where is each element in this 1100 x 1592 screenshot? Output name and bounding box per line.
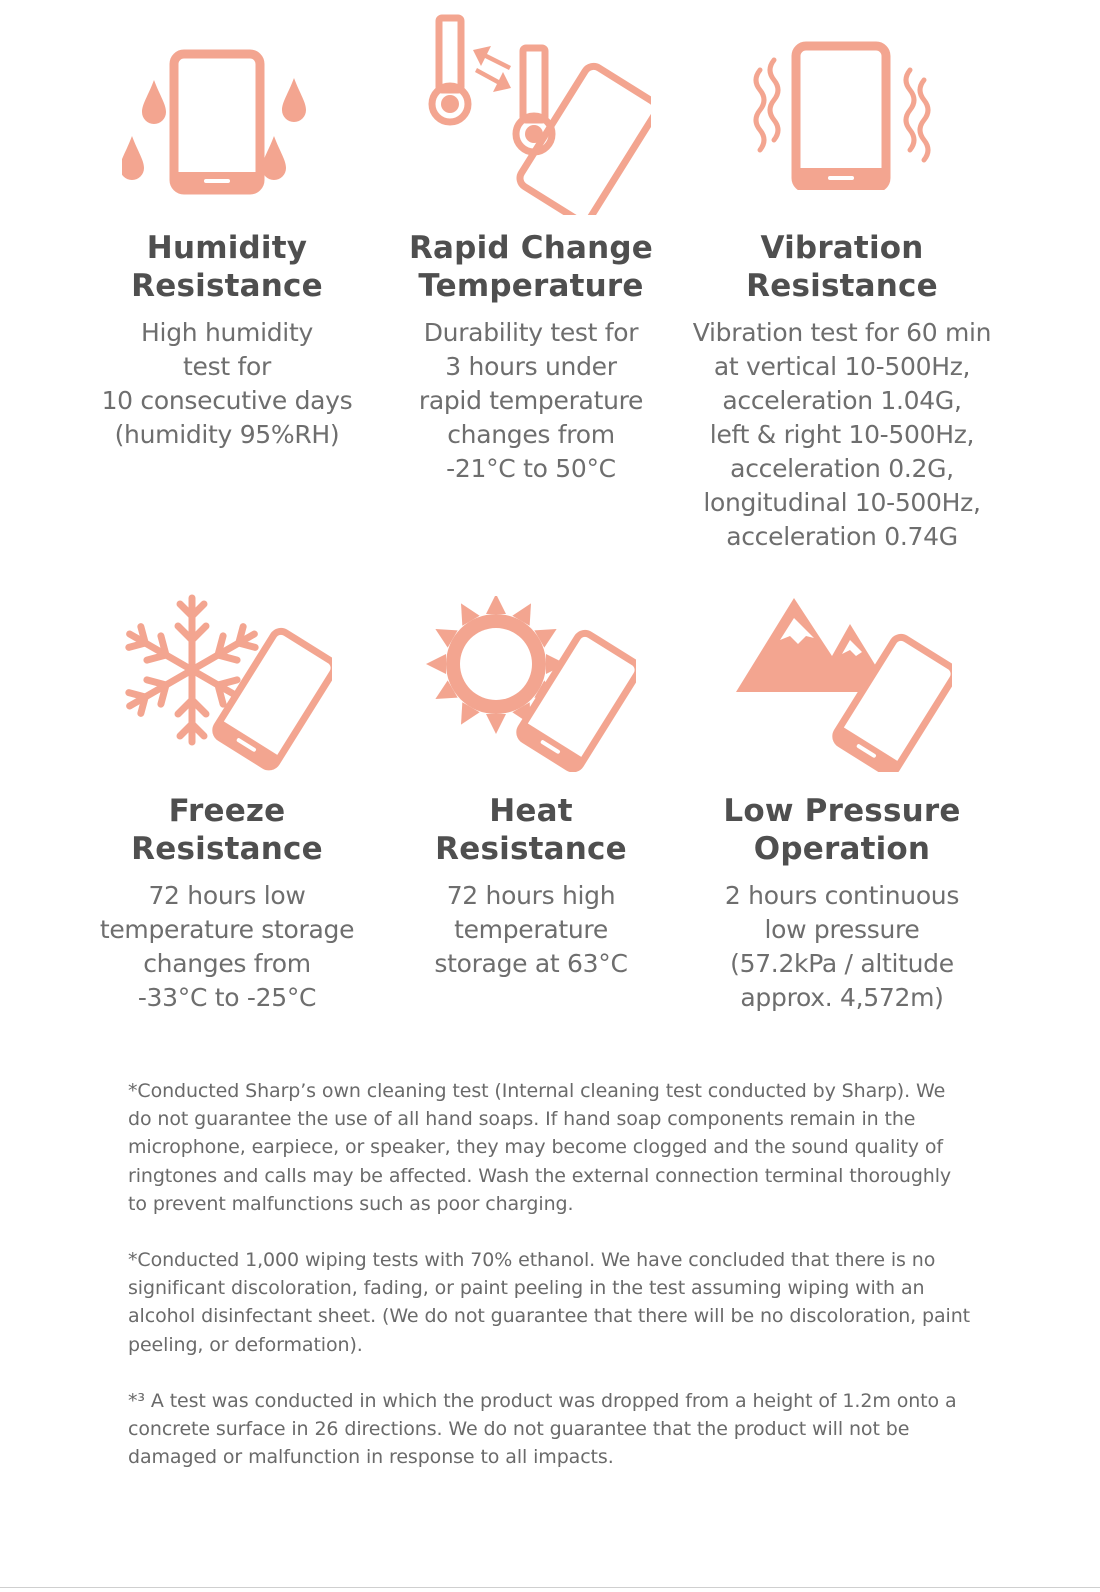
footnote-cleaning-test: *Conducted Sharp’s own cleaning test (Internal cleaning test conducted by Sharp). We do not guarantee the use of all hand soaps. If hand soap components remain in the microphone, earpiece, or speaker, they may become clogged and the sound quality of ringtones and calls may be affected. Wash the external connection terminal thoroughly to prevent malfunctions such as poor charging.	[128, 1080, 952, 1215]
sun-phone-icon	[426, 596, 636, 772]
phone-vibration-icon	[742, 40, 942, 190]
footnote-drop-test: *³ A test was conducted in which the product was dropped from a height of 1.2m onto a concrete surface in 26 directions. We do not guarantee that the product will not be damaged or malfunction in response to all impacts.	[128, 1389, 957, 1469]
phone-water-drops-icon	[122, 40, 332, 200]
card-description: 72 hours high temperature storage at 63°C	[434, 881, 628, 978]
card-description: 2 hours continuous low pressure (57.2kPa / altitude approx. 4,572m)	[724, 881, 960, 1012]
footnote-wiping-test: *Conducted 1,000 wiping tests with 70% ethanol. We have concluded that there is no significant discoloration, fading, or paint peeling in the test assuming wiping with an alcohol disinfectant sheet. (We do not guarantee that there will be no discoloration, paint peeling, or deformation).	[128, 1249, 970, 1356]
card-title: Freeze Resistance	[131, 793, 323, 867]
thermometers-phone-icon	[411, 10, 651, 215]
card-description: Durability test for 3 hours under rapid temperature changes from -21°C to 50°C	[418, 318, 644, 483]
card-title: Humidity Resistance	[131, 230, 323, 304]
card-title: Low Pressure Operation	[723, 793, 961, 867]
mountain-phone-icon	[732, 596, 952, 772]
snowflake-phone-icon	[122, 592, 332, 772]
card-description: 72 hours low temperature storage changes from -33°C to -25°C	[99, 881, 355, 1012]
card-title: Vibration Resistance	[746, 230, 938, 304]
card-title: Rapid Change Temperature	[408, 230, 653, 304]
footnotes	[128, 1077, 998, 1499]
card-title: Heat Resistance	[435, 793, 627, 867]
card-description: Vibration test for 60 min at vertical 10-500Hz, acceleration 1.04G, left & right 10-500Hz, acceleration 0.2G, longitudinal 10-500Hz, acceleration 0.74G	[692, 318, 992, 551]
card-description: High humidity test for 10 consecutive days (humidity 95%RH)	[101, 318, 353, 449]
bottom-divider	[0, 1587, 1100, 1588]
